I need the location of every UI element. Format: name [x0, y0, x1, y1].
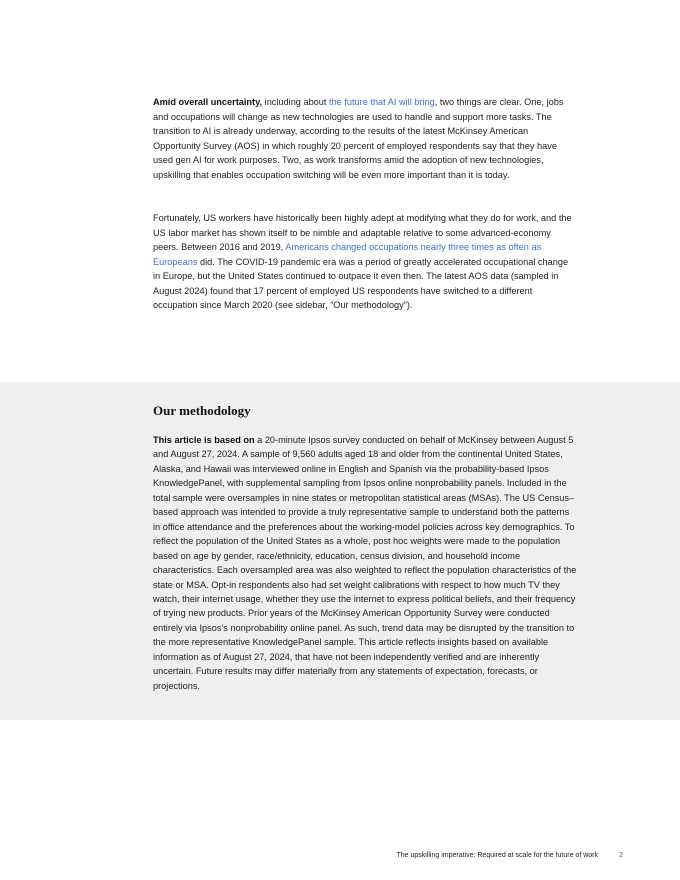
second-paragraph — [153, 211, 577, 313]
occupation-change-link[interactable]: Americans changed occupations nearly three times as often as Europeans — [153, 242, 542, 267]
page-number: 2 — [619, 852, 623, 859]
ai-future-link[interactable]: the future that AI will bring — [329, 97, 435, 107]
intro-lead: Amid overall uncertainty, — [153, 97, 263, 107]
methodology-body: a 20-minute Ipsos survey conducted on behalf of McKinsey between August 5 and August 27, 2024. A sample of 9,560 adults aged 18 and older from the continental United States, Alaska, and Hawaii was interviewed online in English and Spanish via the probability-based Ipsos KnowledgePanel, with supplemental sampling from Ipsos online nonprobability panels. Included in the total sample were oversamples in nine states or metropolitan statistical areas (MSAs). The US Census–based approach was intended to provide a truly representative sample to understand both the patterns in office attendance and the preferences about the working-model policies across key demographics. To reflect the population of the United States as a whole, post hoc weights were made to the population based on age by gender, race/ethnicity, education, census division, and household income characteristics. Each oversampled area was also weighted to reflect the population characteristics of the state or MSA. Opt-in respondents also had set weight calibrations with respect to how much TV they watch, their internet usage, whether they use the internet to express political beliefs, and their frequency of trying new products. Prior years of the McKinsey American Opportunity Survey were conducted entirely via Ipsos’s nonprobability online panel. As such, trend data may be disrupted by the transition to the more representative KnowledgePanel sample. This article reflects insights based on available information as of August 27, 2024, that have not been independently verified and are inherently uncertain. Future results may differ materially from any statements of expectation, forecasts, or projections. — [153, 435, 577, 691]
intro-paragraph — [153, 95, 577, 182]
intro-text-a: including about — [262, 97, 330, 107]
methodology-paragraph — [153, 433, 577, 693]
methodology-lead: This article is based on — [153, 435, 255, 445]
intro-text-b: , two things are clear. One, jobs and occupations will change as new technologies are used to handle and support more tasks. The transition to AI is already underway, according to the results of the latest McKinsey American Opportunity Survey (AOS) in which roughly 20 percent of employed respondents say that they have used gen AI for work purposes. Two, as work transforms amid the adoption of new technologies, upskilling that enables occupation switching will be even more important than it is today. — [153, 97, 564, 180]
footer-article-title: The upskilling imperative: Required at scale for the future of work — [396, 852, 598, 859]
methodology-title: Our methodology — [153, 403, 251, 418]
second-text-b: did. The COVID-19 pandemic era was a period of greatly accelerated occupational change in Europe, but the United States continued to outpace it even then. The latest AOS data (sampled in August 2024) found that 17 percent of employed US respondents have switched to a different occupation since March 2020 (see sidebar, “Our methodology”). — [153, 256, 569, 310]
second-text-a: Fortunately, US workers have historically been highly adept at modifying what they do for work, and the US labor market has shown itself to be nimble and adaptable relative to some advanced-economy peers. Between 2016 and 2019, — [153, 213, 572, 252]
